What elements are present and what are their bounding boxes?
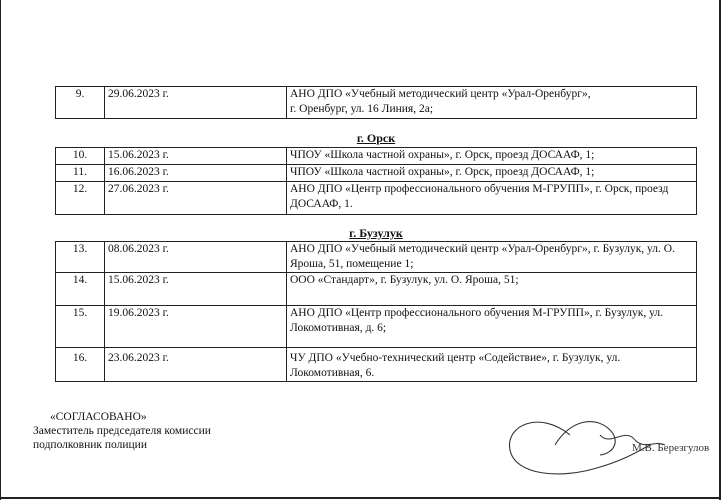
row-date: 08.06.2023 г. bbox=[105, 242, 287, 273]
table-row bbox=[56, 273, 697, 306]
page-border-bottom bbox=[0, 497, 721, 499]
row-place: ЧУ ДПО «Учебно-технический центр «Содействие», г. Бузулук, ул. Локомотивная, 6. bbox=[287, 348, 697, 382]
row-date: 23.06.2023 г. bbox=[105, 348, 287, 382]
table-row bbox=[56, 306, 697, 348]
row-date: 29.06.2023 г. bbox=[105, 87, 287, 119]
row-date: 15.06.2023 г. bbox=[105, 148, 287, 165]
row-date: 27.06.2023 г. bbox=[105, 182, 287, 215]
page-border-left bbox=[0, 0, 1, 500]
row-date: 15.06.2023 г. bbox=[105, 273, 287, 306]
row-place: АНО ДПО «Центр профессионального обучения М-ГРУПП», г. Бузулук, ул. Локомотивная, д. 6; bbox=[287, 306, 697, 348]
row-place: АНО ДПО «Учебный методический центр «Урал-Оренбург», г. Бузулук, ул. О. Яроша, 51, помещение 1; bbox=[287, 242, 697, 273]
approval-position: Заместитель председателя комиссии bbox=[33, 425, 211, 437]
schedule-table-orenburg bbox=[55, 86, 697, 119]
row-place: АНО ДПО «Учебный методический центр «Урал-Оренбург», г. Оренбург, ул. 16 Линия, 2а; bbox=[287, 87, 697, 119]
row-place: ЧПОУ «Школа частной охраны», г. Орск, проезд ДОСААФ, 1; bbox=[287, 165, 697, 182]
row-number: 14. bbox=[56, 273, 105, 306]
signature-name: М.В. Березгулов bbox=[632, 442, 710, 454]
schedule-table-buzuluk bbox=[55, 241, 697, 382]
city-heading-buzuluk: г. Бузулук bbox=[349, 226, 403, 240]
table-row bbox=[56, 148, 697, 165]
row-date: 19.06.2023 г. bbox=[105, 306, 287, 348]
city-heading-orsk: г. Орск bbox=[356, 131, 396, 145]
row-date: 16.06.2023 г. bbox=[105, 165, 287, 182]
schedule-table-orsk bbox=[55, 147, 697, 215]
table-row bbox=[56, 242, 697, 273]
row-place: ЧПОУ «Школа частной охраны», г. Орск, проезд ДОСААФ, 1; bbox=[287, 148, 697, 165]
row-number: 13. bbox=[56, 242, 105, 273]
row-number: 11. bbox=[56, 165, 105, 182]
row-number: 10. bbox=[56, 148, 105, 165]
row-number: 15. bbox=[56, 306, 105, 348]
table-row bbox=[56, 165, 697, 182]
approval-label: «СОГЛАСОВАНО» bbox=[50, 411, 147, 423]
table-row bbox=[56, 348, 697, 382]
table-row bbox=[56, 87, 697, 119]
table-row bbox=[56, 182, 697, 215]
row-number: 9. bbox=[56, 87, 105, 119]
row-number: 16. bbox=[56, 348, 105, 382]
row-place: ООО «Стандарт», г. Бузулук, ул. О. Яроша, 51; bbox=[287, 273, 697, 306]
row-place: АНО ДПО «Центр профессионального обучения М-ГРУПП», г. Орск, проезд ДОСААФ, 1. bbox=[287, 182, 697, 215]
row-number: 12. bbox=[56, 182, 105, 215]
approval-rank: подполковник полиции bbox=[33, 439, 147, 451]
